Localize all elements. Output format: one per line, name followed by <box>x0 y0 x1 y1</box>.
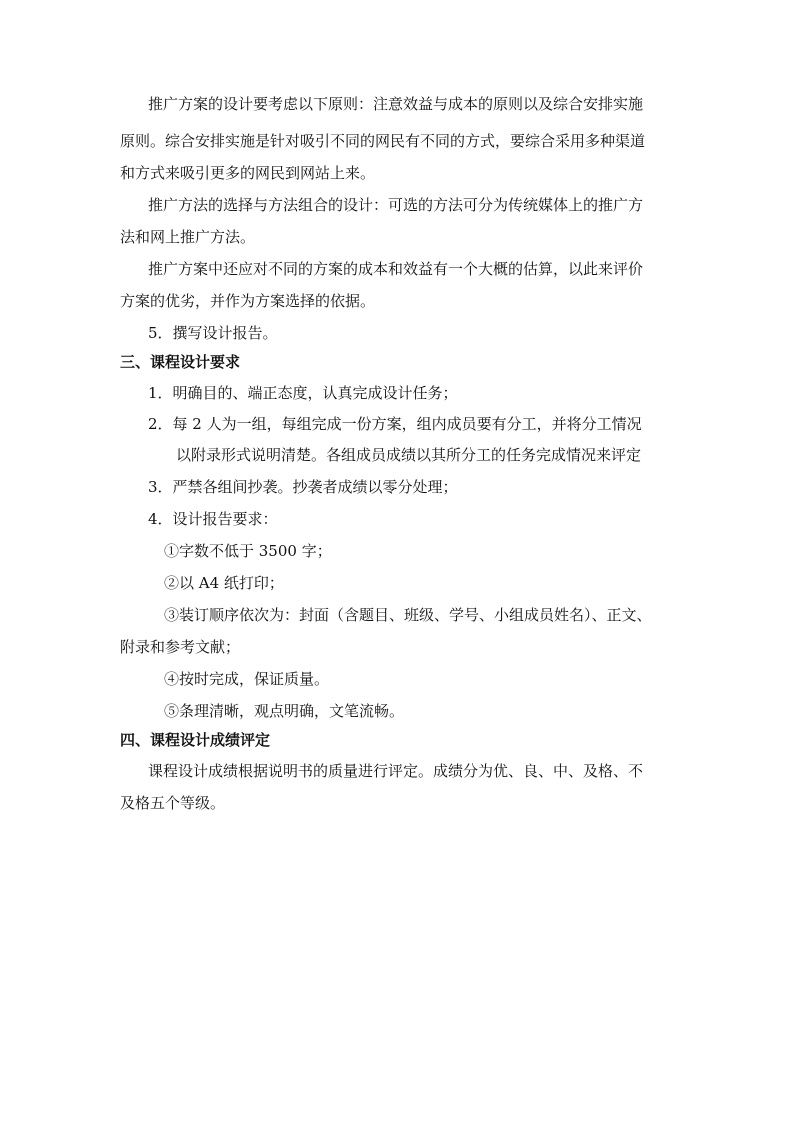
report-requirement-1: ①字数不低于 3500 字； <box>164 542 332 560</box>
requirement-item-2-line-1: 2．每 2 人为一组，每组完成一份方案，组内成员要有分工，并将分工情况 <box>148 415 642 433</box>
report-requirement-3-line-1: ③装订顺序依次为：封面（含题目、班级、学号、小组成员姓名）、正文、 <box>164 606 652 624</box>
report-requirement-4: ④按时完成，保证质量。 <box>164 670 330 688</box>
report-requirement-5: ⑤条理清晰，观点明确，文笔流畅。 <box>164 702 405 720</box>
paragraph-3-line-2: 方案的优劣，并作为方案选择的依据。 <box>120 292 376 310</box>
requirement-item-1: 1．明确目的、端正态度，认真完成设计任务； <box>148 384 458 402</box>
requirement-item-2-line-2: 以附录形式说明清楚。各组成员成绩以其所分工的任务完成情况来评定 <box>176 446 642 464</box>
paragraph-1-line-1: 推广方案的设计要考虑以下原则：注意效益与成本的原则以及综合安排实施 <box>148 95 644 113</box>
grading-line-2: 及格五个等级。 <box>120 794 226 812</box>
requirement-item-3: 3．严禁各组间抄袭。抄袭者成绩以零分处理； <box>148 478 458 496</box>
report-requirement-2: ②以 A4 纸打印； <box>164 574 284 592</box>
paragraph-2-line-2: 法和网上推广方法。 <box>120 228 256 246</box>
item-5: 5．撰写设计报告。 <box>148 324 278 342</box>
report-requirement-3-line-2: 附录和参考文献； <box>120 638 241 656</box>
paragraph-2-line-1: 推广方法的选择与方法组合的设计：可选的方法可分为传统媒体上的推广方 <box>148 196 644 214</box>
paragraph-3-line-1: 推广方案中还应对不同的方案的成本和效益有一个大概的估算，以此来评价 <box>148 260 644 278</box>
paragraph-1-line-2: 原则。综合安排实施是针对吸引不同的网民有不同的方式，要综合采用多种渠道 <box>120 132 646 150</box>
section-4-heading: 四、课程设计成绩评定 <box>120 731 271 749</box>
grading-line-1: 课程设计成绩根据说明书的质量进行评定。成绩分为优、良、中、及格、不 <box>148 762 644 780</box>
paragraph-1-line-3: 和方式来吸引更多的网民到网站上来。 <box>120 164 376 182</box>
section-3-heading: 三、课程设计要求 <box>120 353 241 371</box>
requirement-item-4: 4．设计报告要求： <box>148 510 278 528</box>
